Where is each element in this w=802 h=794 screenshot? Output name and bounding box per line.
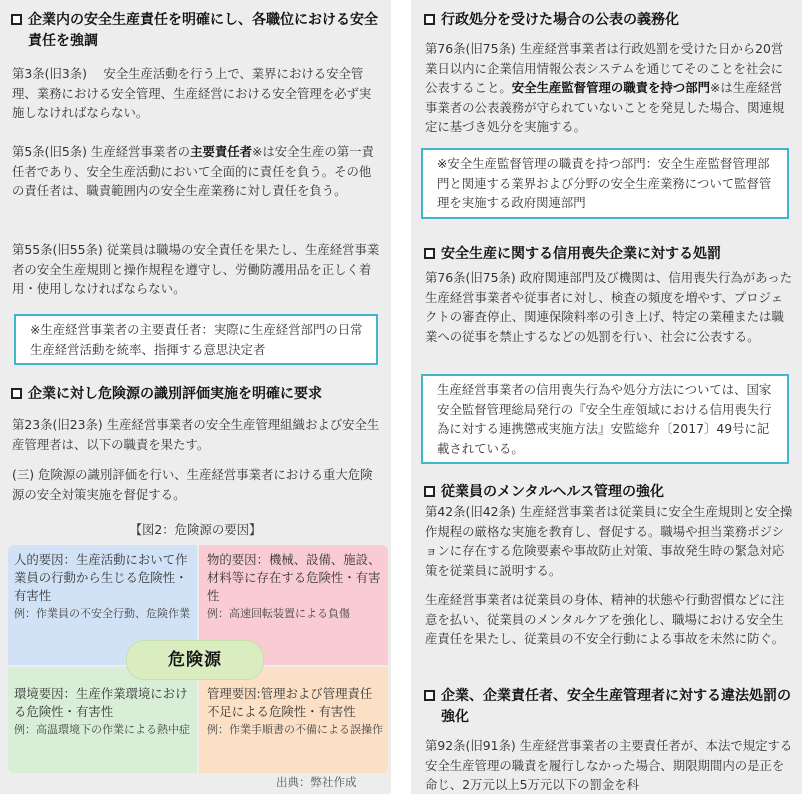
right-column bbox=[411, 0, 802, 794]
heading-text: 従業員のメンタルヘルス管理の強化 bbox=[441, 484, 665, 500]
left-column bbox=[0, 0, 391, 794]
environment-factor-example: 例：高温環境下の作業による熱中症 bbox=[14, 723, 190, 736]
article-42-paragraph: 第42条(旧42条) 生産経営事業者は従業員に安全生産規則と安全操作規程の厳格な実施を教育し、督促する。職場や担当業務ポジションに存在する危険要素や事故防止対策、事故発生時の緊急対応策を従業員に説明する。 bbox=[425, 504, 793, 578]
management-factor-title: 管理要因:管理および管理責任不足による危険性・有害性 bbox=[207, 686, 373, 719]
article-55-paragraph: 第55条(旧55条) 従業員は職場の安全責任を果たし、生産経営事業者の安全生産規則と操作規程を遵守し、労働防護用品を正しく着用・使用しなければならない。 bbox=[12, 242, 380, 296]
environment-factor-title: 環境要因：生産作業環境における危険性・有害性 bbox=[14, 686, 188, 719]
mental-care-paragraph: 生産経営事業者は従業員の身体、精神的状態や行動習慣などに注意を払い、従業員のメンタルケアを強化し、職場における安全生産責任を果たし、従業員の不安全行動による事故を未然に防ぐ。 bbox=[425, 592, 785, 646]
environment-factor-box bbox=[8, 667, 197, 773]
section-heading-credit-loss bbox=[423, 244, 795, 265]
article-76-credit-paragraph: 第76条(旧75条) 政府関連部門及び機関は、信用喪失行為があった生産経営事業者や従事者に対し、検査の頻度を増やす、プロジェクトの審査停止、関連保険料率の引き上げ、特定の業種または職業への従事を禁止するなどの処罰を行い、社会に公表する。 bbox=[425, 270, 793, 344]
article-76-bold-term: 安全生産監督管理の職責を持つ部門 bbox=[511, 80, 710, 95]
section-heading-illegal-penalties bbox=[423, 686, 795, 728]
square-bullet-icon bbox=[424, 14, 435, 25]
article-3-paragraph: 第3条(旧3条) 安全生産活動を行う上で、業界における安全管理、業務における安全管理、生産経営における安全管理を必ず実施しなければならない。 bbox=[12, 66, 372, 120]
hazard-source-center-label: 危険源 bbox=[126, 640, 264, 680]
management-factor-example: 例：作業手順書の不備による誤操作 bbox=[207, 723, 383, 736]
human-factor-title: 人的要因：生産活動において作業員の行動から生じる危険性・有害性 bbox=[14, 552, 188, 603]
section-heading-hazard-identification bbox=[10, 384, 382, 405]
note-credit-loss-regulation: 生産経営事業者の信用喪失行為や処分方法については、国家安全監督管理総局発行の『安全生産領域における信用喪失行為に対する連携懲戒実施方法』安監総弁〔2017〕49号に記載されている。 bbox=[421, 374, 789, 464]
square-bullet-icon bbox=[424, 486, 435, 497]
heading-text: 行政処分を受けた場合の公表の義務化 bbox=[441, 12, 679, 28]
figure-caption: 【図2：危険源の要因】 bbox=[129, 522, 262, 537]
article-92-paragraph: 第92条(旧91条) 生産経営事業者の主要責任者が、本法で規定する安全生産管理の職責を履行しなかった場合、期限期間内の是正を命じ、2万元以上5万元以下の罰金を科 bbox=[425, 738, 793, 792]
material-factor-title: 物的要因：機械、設備、施設、材料等に存在する危険性・有害性 bbox=[207, 552, 381, 603]
article-5-bold-term: 主要責任者 bbox=[190, 144, 253, 159]
management-factor-box bbox=[199, 667, 388, 773]
section-heading-safety-responsibility bbox=[10, 10, 382, 52]
material-factor-example: 例：高速回転装置による負傷 bbox=[207, 607, 350, 620]
article-76-text-pre: 第76条(旧75条) 生産経営事業者は行政処罰を受けた日から20営業日以内に企業信用情報公表システムを通じてそのことを社会に公表すること。 bbox=[425, 41, 784, 95]
note-main-responsible-person: ※生産経営事業者の主要責任者：実際に生産経営部門の日常生産経営活動を統率、指揮する意思決定者 bbox=[14, 314, 378, 365]
figure-source: 出典：弊社作成 bbox=[276, 775, 357, 789]
article-23-paragraph: 第23条(旧23条) 生産経営事業者の安全生産管理組織および安全生産管理者は、以下の職責を果たす。 bbox=[12, 417, 380, 452]
section-heading-mental-health bbox=[423, 482, 795, 503]
square-bullet-icon bbox=[424, 690, 435, 701]
article-5-text-post: ※は安全生産の第一責任者であり、安全生産活動において全面的に責任を負う。その他の責任者は、職責範囲内の安全生産業務に対し責任を負う。 bbox=[12, 144, 374, 198]
section-heading-public-disclosure bbox=[423, 10, 795, 31]
heading-text: 安全生産に関する信用喪失企業に対する処罰 bbox=[441, 246, 721, 262]
square-bullet-icon bbox=[11, 388, 22, 399]
article-5-paragraph bbox=[12, 142, 380, 201]
note-supervisory-department: ※安全生産監督管理の職責を持つ部門：安全生産監督管理部門と関連する業界および分野の安全生産業務について監督管理を実施する政府関連部門 bbox=[421, 148, 789, 219]
heading-text: 企業、企業責任者、安全生産管理者に対する違法処罰の強化 bbox=[441, 688, 791, 725]
heading-text: 企業内の安全生産責任を明確にし、各職位における安全責任を強調 bbox=[28, 12, 378, 49]
article-76-disclosure-paragraph bbox=[425, 39, 793, 137]
article-23-item-3: (三) 危険源の識別評価を行い、生産経営事業者における重大危険源の安全対策実施を督促する。 bbox=[12, 467, 373, 502]
square-bullet-icon bbox=[11, 14, 22, 25]
article-76-text-post: ※は生産経営事業者の公表義務が守られていないことを発見した場合、関連規定に基づき処分を実施する。 bbox=[425, 80, 785, 134]
article-5-text-pre: 第5条(旧5条) 生産経営事業者の bbox=[12, 144, 191, 159]
human-factor-example: 例：作業員の不安全行動、危険作業 bbox=[14, 607, 190, 620]
heading-text: 企業に対し危険源の識別評価実施を明確に要求 bbox=[28, 386, 322, 402]
square-bullet-icon bbox=[424, 248, 435, 259]
